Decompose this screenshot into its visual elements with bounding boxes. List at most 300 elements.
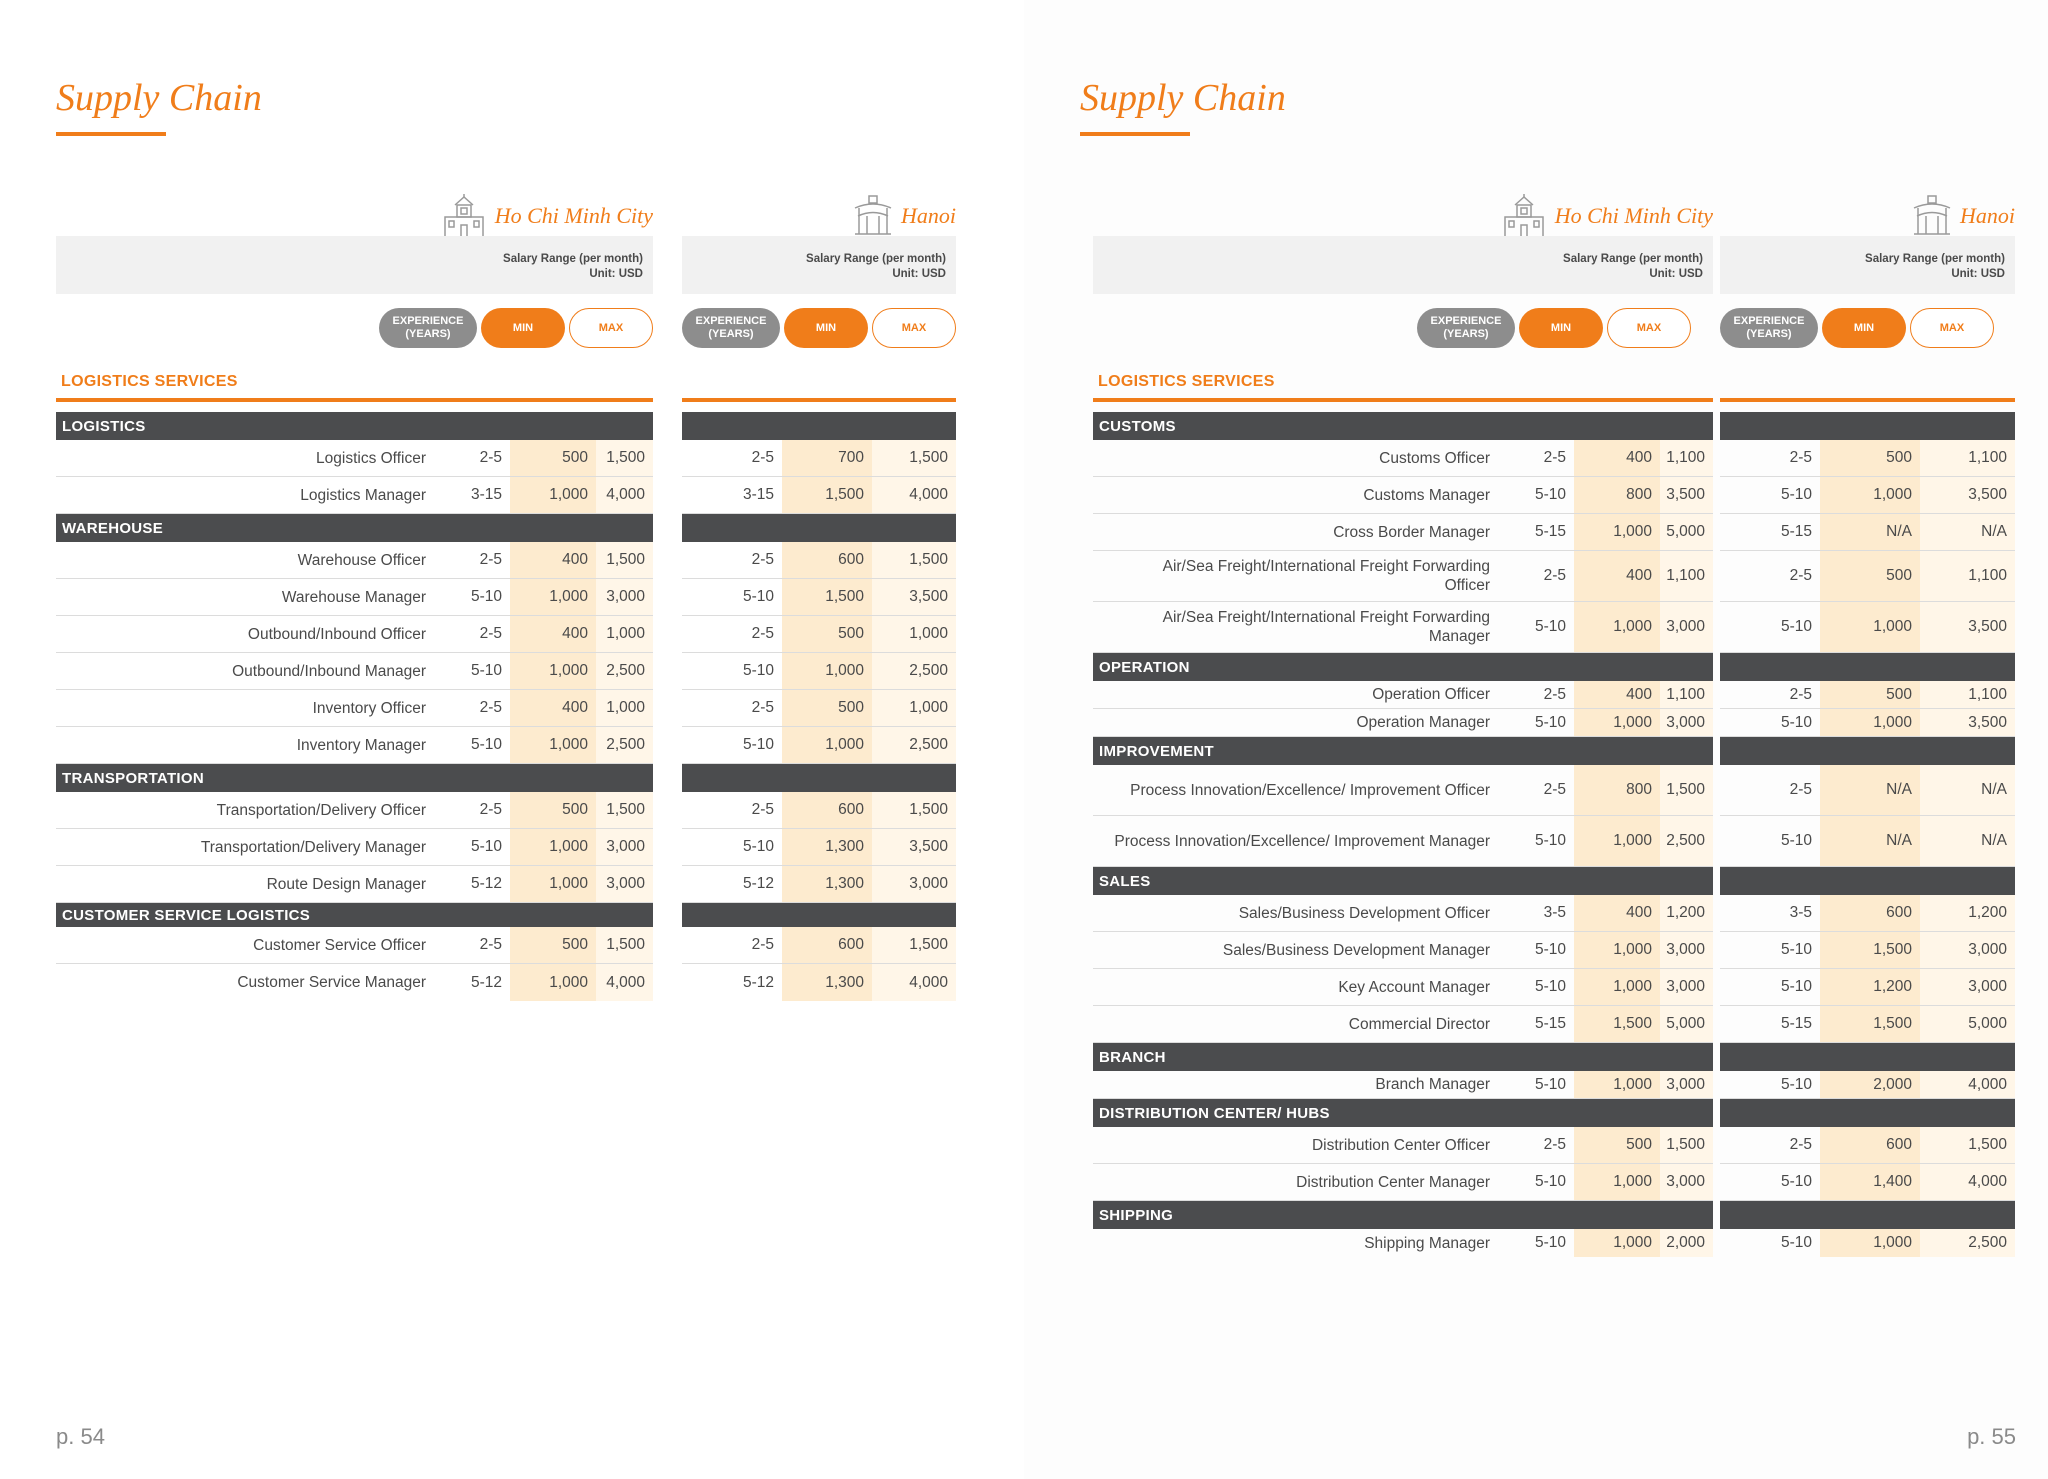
job-title: Logistics Officer (316, 449, 426, 467)
column-legend-hanoi (1720, 308, 1994, 348)
job-title: Warehouse Manager (281, 588, 426, 606)
max-salary: 2,500 (596, 727, 653, 763)
max-salary: 1,500 (596, 542, 653, 578)
category-header: OPERATION (1093, 653, 1713, 681)
min-salary: 1,000 (1574, 514, 1660, 550)
experience-years: 5-10 (1780, 832, 1812, 849)
table-row (1720, 1071, 2015, 1099)
salary-table-hanoi (682, 412, 956, 1001)
min-salary: 1,300 (782, 964, 872, 1001)
min-salary: 700 (782, 440, 872, 476)
job-title: Sales/Business Development Manager (1222, 941, 1490, 959)
table-row (1093, 765, 1713, 816)
min-pill: MIN (1822, 308, 1906, 348)
table-row (1720, 969, 2015, 1006)
experience-years: 5-10 (1780, 978, 1812, 995)
min-salary: 400 (510, 690, 596, 726)
min-pill: MIN (481, 308, 565, 348)
max-salary: 1,100 (1920, 551, 2015, 601)
table-row (682, 964, 956, 1001)
max-salary: 2,500 (872, 653, 956, 689)
max-salary: 3,000 (596, 829, 653, 865)
job-title: Logistics Manager (300, 486, 426, 504)
table-row (56, 964, 653, 1001)
city-hall-icon (1501, 193, 1547, 239)
min-salary: 1,000 (1574, 709, 1660, 736)
category-header: DISTRIBUTION CENTER/ HUBS (1093, 1099, 1713, 1127)
job-title: Air/Sea Freight/International Freight Forwarding Manager (1162, 609, 1490, 645)
experience-years: 2-5 (479, 936, 502, 953)
min-salary: 1,200 (1820, 969, 1920, 1005)
city-header-hanoi (1720, 190, 2015, 242)
job-title: Route Design Manager (266, 875, 426, 893)
min-salary: 1,000 (1574, 1229, 1660, 1257)
job-title: Key Account Manager (1338, 978, 1490, 996)
unit-label: Unit: USD (892, 268, 946, 280)
min-salary: 1,000 (782, 727, 872, 763)
table-row (1093, 1127, 1713, 1164)
category-header (1720, 1043, 2015, 1071)
table-row (1720, 895, 2015, 932)
experience-years: 5-10 (1780, 941, 1812, 958)
job-title: Air/Sea Freight/International Freight Forwarding Officer (1162, 558, 1490, 594)
min-salary: 1,000 (1820, 1229, 1920, 1257)
max-salary: 1,000 (596, 616, 653, 652)
job-title: Customer Service Manager (237, 974, 426, 991)
min-salary: 500 (1820, 681, 1920, 708)
table-row (1093, 709, 1713, 737)
section-rule-hcm (1093, 398, 1713, 402)
max-salary: 1,200 (1920, 895, 2015, 931)
table-row (56, 440, 653, 477)
salary-table-hcm (56, 412, 653, 1001)
table-row (56, 616, 653, 653)
experience-years: 2-5 (1789, 781, 1812, 798)
table-row (56, 727, 653, 764)
table-row (1720, 477, 2015, 514)
experience-years: 5-12 (742, 875, 774, 892)
max-salary: 3,000 (1920, 932, 2015, 968)
title-underline (1080, 132, 1190, 136)
table-row (1720, 602, 2015, 653)
category-header (1720, 653, 2015, 681)
table-row (682, 542, 956, 579)
max-salary: 5,000 (1920, 1006, 2015, 1042)
min-salary: 1,000 (510, 653, 596, 689)
min-salary: 1,500 (782, 477, 872, 513)
table-row (1093, 440, 1713, 477)
experience-years: 2-5 (751, 625, 774, 642)
table-row (682, 616, 956, 653)
job-title: Outbound/Inbound Officer (247, 625, 426, 643)
max-salary: 1,000 (872, 616, 956, 652)
table-row (682, 690, 956, 727)
experience-years: 2-5 (751, 449, 774, 466)
experience-years: 2-5 (1789, 1136, 1812, 1153)
max-salary: 1,500 (1660, 1127, 1713, 1163)
min-salary: 1,500 (1574, 1006, 1660, 1042)
min-salary: 1,000 (782, 653, 872, 689)
experience-years: 2-5 (1543, 567, 1566, 584)
max-salary: 3,000 (1660, 1071, 1713, 1098)
max-salary: N/A (1920, 514, 2015, 550)
min-salary: 1,000 (1574, 1071, 1660, 1098)
table-row (1093, 1006, 1713, 1043)
table-row (682, 927, 956, 964)
salary-range-box-hcm (56, 236, 653, 294)
min-salary: 800 (1574, 477, 1660, 513)
max-salary: 1,000 (872, 690, 956, 726)
table-row (1093, 932, 1713, 969)
max-salary: 4,000 (1920, 1071, 2015, 1098)
experience-years: 5-15 (1534, 523, 1566, 540)
min-salary: 400 (510, 542, 596, 578)
section-title: LOGISTICS SERVICES (1098, 373, 1275, 390)
experience-years: 2-5 (751, 936, 774, 953)
job-title: Process Innovation/Excellence/ Improvement Officer (1130, 781, 1490, 799)
table-row (1093, 681, 1713, 709)
min-salary: 1,000 (1574, 969, 1660, 1005)
max-salary: 3,000 (872, 866, 956, 902)
experience-years: 5-10 (1780, 486, 1812, 503)
max-pill: MAX (872, 308, 956, 348)
max-salary: 3,000 (1920, 969, 2015, 1005)
table-row (56, 477, 653, 514)
min-salary: 500 (782, 690, 872, 726)
max-pill: MAX (1607, 308, 1691, 348)
job-title: Outbound/Inbound Manager (232, 662, 426, 680)
max-salary: 4,000 (596, 964, 653, 1001)
max-salary: 1,100 (1660, 440, 1713, 476)
experience-years: 5-10 (1534, 941, 1566, 958)
experience-years: 5-10 (1780, 618, 1812, 635)
max-salary: 1,500 (872, 542, 956, 578)
experience-years: 3-15 (742, 486, 774, 503)
max-salary: 5,000 (1660, 1006, 1713, 1042)
experience-years: 5-15 (1780, 1015, 1812, 1032)
salary-range-label: Salary Range (per month) (503, 253, 643, 265)
max-salary: 2,500 (1660, 816, 1713, 866)
unit-label: Unit: USD (589, 268, 643, 280)
page-right (1024, 0, 2048, 1479)
max-salary: 4,000 (872, 477, 956, 513)
max-salary: 3,000 (1660, 709, 1713, 736)
pagoda-gate-icon (853, 194, 893, 238)
max-salary: 3,500 (872, 579, 956, 615)
category-header (682, 903, 956, 927)
max-salary: 1,500 (872, 792, 956, 828)
max-salary: 3,000 (1660, 969, 1713, 1005)
min-salary: 1,000 (1820, 602, 1920, 652)
experience-pill: EXPERIENCE (YEARS) (1417, 308, 1515, 348)
category-header: BRANCH (1093, 1043, 1713, 1071)
min-salary: 1,000 (510, 727, 596, 763)
max-salary: 1,500 (1660, 765, 1713, 815)
salary-range-label: Salary Range (per month) (806, 253, 946, 265)
job-title: Distribution Center Officer (1311, 1136, 1490, 1154)
experience-years: 2-5 (751, 801, 774, 818)
min-salary: 1,000 (510, 829, 596, 865)
table-row (682, 829, 956, 866)
min-salary: 400 (510, 616, 596, 652)
table-row (56, 829, 653, 866)
experience-years: 5-10 (742, 588, 774, 605)
table-row (1093, 551, 1713, 602)
table-row (682, 727, 956, 764)
experience-years: 5-10 (742, 662, 774, 679)
table-row (1093, 895, 1713, 932)
table-row (56, 927, 653, 964)
category-header: SALES (1093, 867, 1713, 895)
experience-years: 5-10 (1780, 1234, 1812, 1251)
table-row (1720, 1127, 2015, 1164)
section-rule-hanoi (1720, 398, 2015, 402)
experience-years: 5-10 (470, 838, 502, 855)
table-row (1720, 1229, 2015, 1257)
job-title: Inventory Officer (312, 699, 426, 717)
table-row (56, 690, 653, 727)
section-title: LOGISTICS SERVICES (61, 373, 238, 390)
experience-pill: EXPERIENCE (YEARS) (379, 308, 477, 348)
min-salary: 1,300 (782, 829, 872, 865)
min-salary: 500 (782, 616, 872, 652)
min-salary: 1,300 (782, 866, 872, 902)
min-salary: 1,000 (510, 866, 596, 902)
min-salary: 600 (1820, 895, 1920, 931)
table-row (56, 542, 653, 579)
salary-table-hanoi (1720, 412, 2015, 1257)
experience-years: 2-5 (479, 551, 502, 568)
category-header (682, 412, 956, 440)
experience-years: 5-10 (1534, 1173, 1566, 1190)
min-salary: 1,500 (1820, 1006, 1920, 1042)
max-salary: 1,500 (596, 792, 653, 828)
table-row (1093, 816, 1713, 867)
salary-range-label: Salary Range (per month) (1563, 253, 1703, 265)
table-row (1093, 969, 1713, 1006)
salary-range-box-hcm (1093, 236, 1713, 294)
experience-years: 5-15 (1534, 1015, 1566, 1032)
table-row (1720, 1006, 2015, 1043)
max-salary: 1,100 (1920, 440, 2015, 476)
job-title: Distribution Center Manager (1296, 1173, 1490, 1191)
max-salary: 3,500 (872, 829, 956, 865)
city-header-hcm (1444, 190, 1713, 242)
min-salary: 400 (1574, 895, 1660, 931)
max-salary: 1,500 (872, 440, 956, 476)
max-salary: 2,500 (1920, 1229, 2015, 1257)
min-salary: 600 (782, 792, 872, 828)
experience-years: 3-5 (1543, 904, 1566, 921)
table-row (1720, 681, 2015, 709)
job-title: Operation Officer (1372, 686, 1490, 703)
max-salary: 2,500 (872, 727, 956, 763)
min-salary: 1,000 (1574, 932, 1660, 968)
section-rule-hcm (56, 398, 653, 402)
column-legend-hcm (379, 308, 653, 348)
experience-years: 5-10 (1534, 618, 1566, 635)
section-rule-hanoi (682, 398, 956, 402)
job-title: Customer Service Officer (253, 936, 426, 954)
experience-years: 3-15 (470, 486, 502, 503)
table-row (1093, 1071, 1713, 1099)
experience-years: 2-5 (479, 699, 502, 716)
table-row (56, 579, 653, 616)
max-salary: 3,500 (1920, 477, 2015, 513)
min-salary: 600 (782, 927, 872, 963)
category-header: IMPROVEMENT (1093, 737, 1713, 765)
job-title: Cross Border Manager (1333, 523, 1490, 541)
job-title: Transportation/Delivery Manager (200, 838, 426, 856)
category-header: CUSTOMER SERVICE LOGISTICS (56, 903, 653, 927)
category-header (682, 764, 956, 792)
max-salary: 3,500 (1920, 602, 2015, 652)
min-salary: 1,000 (1574, 602, 1660, 652)
experience-years: 5-10 (1534, 978, 1566, 995)
city-name-hcm: Ho Chi Minh City (1554, 203, 1713, 228)
table-row (682, 792, 956, 829)
city-name-hanoi: Hanoi (1960, 203, 2015, 228)
unit-label: Unit: USD (1951, 268, 2005, 280)
min-salary: 500 (1820, 440, 1920, 476)
experience-years: 2-5 (1789, 449, 1812, 466)
job-title: Inventory Manager (296, 736, 426, 754)
experience-years: 5-10 (1534, 713, 1566, 731)
max-salary: N/A (1920, 816, 2015, 866)
job-title: Branch Manager (1375, 1076, 1490, 1093)
min-salary: 1,000 (1820, 477, 1920, 513)
job-title: Customs Officer (1379, 449, 1490, 467)
table-row (1720, 709, 2015, 737)
table-row (682, 653, 956, 690)
max-salary: N/A (1920, 765, 2015, 815)
column-legend-hanoi (682, 308, 956, 348)
min-salary: 400 (1574, 551, 1660, 601)
min-salary: 1,000 (1820, 709, 1920, 736)
min-salary: 500 (510, 440, 596, 476)
max-pill: MAX (569, 308, 653, 348)
experience-years: 3-5 (1789, 904, 1812, 921)
experience-years: 5-10 (1534, 486, 1566, 503)
min-salary: 500 (1574, 1127, 1660, 1163)
min-pill: MIN (784, 308, 868, 348)
max-salary: 3,000 (1660, 602, 1713, 652)
min-salary: 600 (1820, 1127, 1920, 1163)
max-salary: 3,000 (596, 579, 653, 615)
experience-years: 2-5 (1789, 567, 1812, 584)
title-underline (56, 132, 166, 136)
experience-years: 5-10 (1534, 1075, 1566, 1093)
experience-years: 5-12 (470, 875, 502, 892)
min-salary: 800 (1574, 765, 1660, 815)
experience-years: 2-5 (1543, 1136, 1566, 1153)
job-title: Operation Manager (1356, 714, 1490, 731)
pagoda-gate-icon (1912, 194, 1952, 238)
max-salary: 1,500 (596, 927, 653, 963)
table-row (56, 866, 653, 903)
job-title: Warehouse Officer (297, 551, 426, 569)
min-salary: 1,000 (510, 579, 596, 615)
max-salary: 1,200 (1660, 895, 1713, 931)
experience-years: 5-12 (742, 973, 774, 991)
min-pill: MIN (1519, 308, 1603, 348)
experience-years: 5-12 (470, 973, 502, 991)
experience-years: 5-10 (1534, 1234, 1566, 1251)
table-row (1720, 765, 2015, 816)
page-number: p. 54 (56, 1424, 105, 1449)
salary-range-label: Salary Range (per month) (1865, 253, 2005, 265)
experience-years: 2-5 (1789, 685, 1812, 703)
category-header: SHIPPING (1093, 1201, 1713, 1229)
experience-years: 2-5 (1543, 449, 1566, 466)
experience-years: 5-10 (1780, 713, 1812, 731)
min-salary: 500 (1820, 551, 1920, 601)
max-salary: 2,500 (596, 653, 653, 689)
city-hall-icon (441, 193, 487, 239)
job-title: Shipping Manager (1364, 1234, 1490, 1252)
experience-pill: EXPERIENCE (YEARS) (1720, 308, 1818, 348)
category-header (1720, 412, 2015, 440)
table-row (682, 477, 956, 514)
job-title: Sales/Business Development Officer (1238, 904, 1490, 922)
experience-years: 2-5 (751, 551, 774, 568)
max-salary: 1,500 (872, 927, 956, 963)
page-title: Supply Chain (1080, 77, 1286, 119)
experience-years: 2-5 (479, 801, 502, 818)
min-salary: N/A (1820, 514, 1920, 550)
job-title: Process Innovation/Excellence/ Improvement Manager (1114, 832, 1490, 850)
category-header (1720, 1201, 2015, 1229)
min-salary: 1,000 (510, 964, 596, 1001)
category-header (1720, 1099, 2015, 1127)
experience-years: 5-10 (470, 662, 502, 679)
max-salary: 2,000 (1660, 1229, 1713, 1257)
category-header (1720, 867, 2015, 895)
category-header: TRANSPORTATION (56, 764, 653, 792)
experience-years: 5-10 (1534, 832, 1566, 849)
min-salary: 1,000 (510, 477, 596, 513)
column-legend-hcm (1417, 308, 1691, 348)
table-row (1720, 932, 2015, 969)
city-name-hanoi: Hanoi (901, 203, 956, 228)
page-title: Supply Chain (56, 77, 262, 119)
min-salary: 1,500 (1820, 932, 1920, 968)
experience-years: 2-5 (1543, 685, 1566, 703)
table-row (1093, 602, 1713, 653)
city-header-hanoi (682, 190, 956, 242)
table-row (1720, 1164, 2015, 1201)
table-row (682, 866, 956, 903)
max-salary: 3,000 (1660, 1164, 1713, 1200)
experience-years: 5-10 (1780, 1075, 1812, 1093)
min-salary: 1,400 (1820, 1164, 1920, 1200)
min-salary: 2,000 (1820, 1071, 1920, 1098)
table-row (56, 792, 653, 829)
table-row (682, 440, 956, 477)
min-salary: 400 (1574, 440, 1660, 476)
max-salary: 1,500 (1920, 1127, 2015, 1163)
experience-years: 5-10 (1780, 1173, 1812, 1190)
experience-years: 5-10 (742, 736, 774, 753)
min-salary: N/A (1820, 816, 1920, 866)
experience-years: 2-5 (479, 449, 502, 466)
experience-pill: EXPERIENCE (YEARS) (682, 308, 780, 348)
salary-range-box-hanoi (1720, 236, 2015, 294)
experience-years: 2-5 (1543, 781, 1566, 798)
min-salary: 400 (1574, 681, 1660, 708)
table-row (1093, 1164, 1713, 1201)
city-header-hcm (420, 190, 653, 242)
